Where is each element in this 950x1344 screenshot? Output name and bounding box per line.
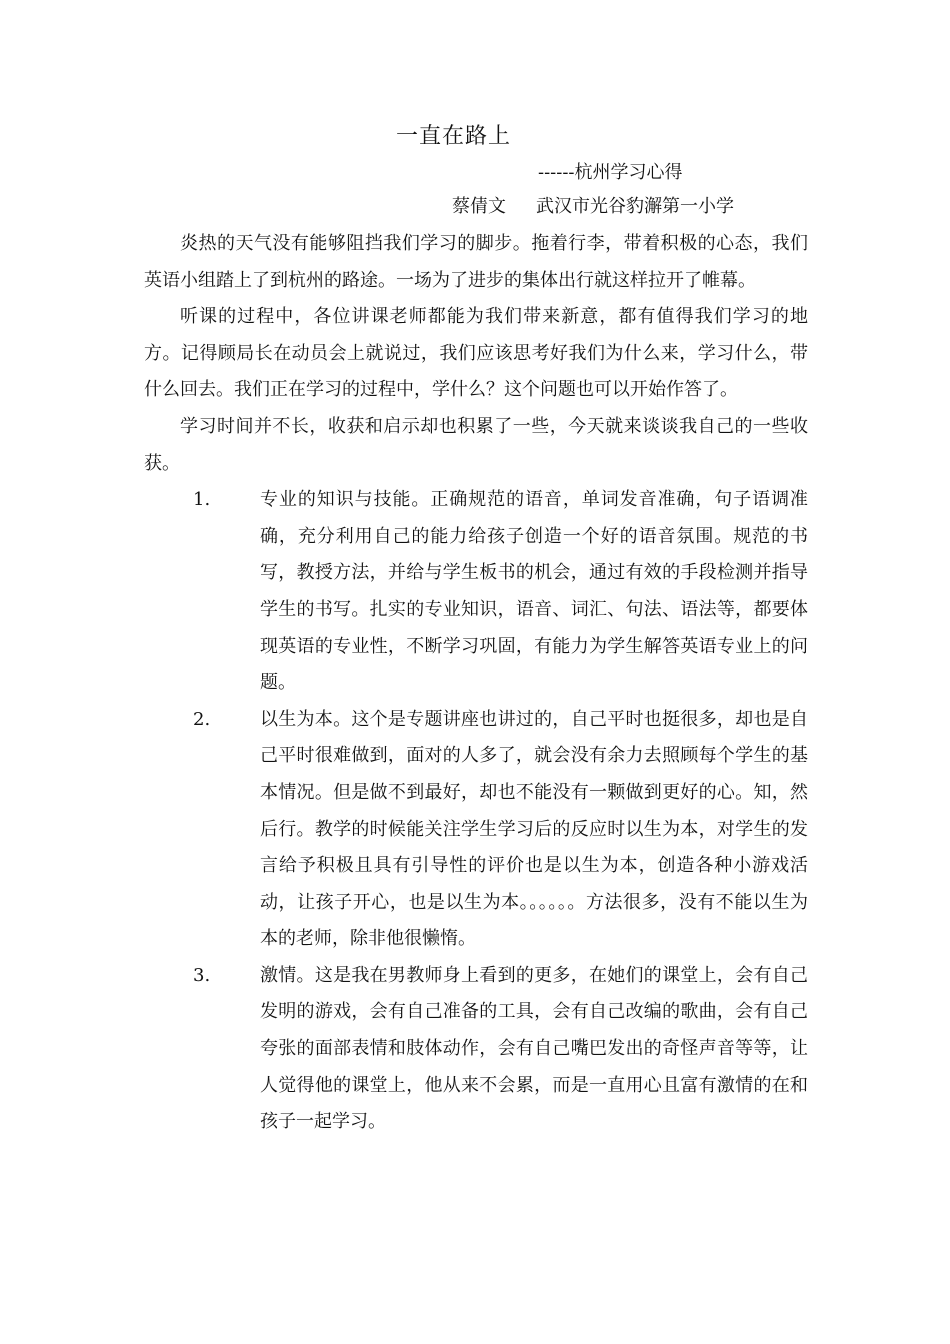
list-item-text: 以生为本。这个是专题讲座也讲过的，自己平时也挺很多，却也是自己平时很难做到，面对的人多了，就会没有余力去照顾每个学生的基本情况。但是做不到最好，却也不能没有一颗做到更好的心。知，然后行。教学的时候能关注学生学习后的反应时以生为本，对学生的发言给予积极且具有引导性的评价也是以生为本，创造各种小游戏活动，让孩子开心，也是以生为本。。。。。。方法很多，没有不能以生为本的老师，除非他很懒惰。 — [260, 708, 808, 950]
school-name: 武汉市光谷豹澥第一小学 — [536, 196, 734, 217]
paragraph: 听课的过程中，各位讲课老师都能为我们带来新意，都有值得我们学习的地方。记得顾局长在动员会上就说过，我们应该思考好我们为什么来，学习什么，带什么回去。我们正在学习的过程中，学什么？这个问题也可以开始作答了。 — [144, 306, 808, 401]
paragraph: 炎热的天气没有能够阻挡我们学习的脚步。拖着行李，带着积极的心态，我们英语小组踏上了到杭州的路途。一场为了进步的集体出行就这样拉开了帷幕。 — [144, 233, 808, 291]
list-item-text: 激情。这是我在男教师身上看到的更多，在她们的课堂上，会有自己发明的游戏，会有自己准备的工具，会有自己改编的歌曲，会有自己夸张的面部表情和肢体动作，会有自己嘴巴发出的奇怪声音等等，让人觉得他的课堂上，他从来不会累，而是一直用心且富有激情的在和孩子一起学习。 — [260, 964, 808, 1133]
list-item-text: 专业的知识与技能。正确规范的语音，单词发音准确，句子语调准确，充分利用自己的能力给孩子创造一个好的语音氛围。规范的书写，教授方法，并给与学生板书的机会，通过有效的手段检测并指导学生的书写。扎实的专业知识，语音、词汇、句法、语法等，都要体现英语的专业性，不断学习巩固，有能力为学生解答英语专业上的问题。 — [260, 489, 808, 694]
paragraph: 学习时间并不长，收获和启示却也积累了一些，今天就来谈谈我自己的一些收获。 — [144, 415, 808, 474]
list-item — [144, 482, 808, 702]
list-number: 2. — [193, 708, 211, 730]
list-item — [144, 702, 808, 958]
document-subtitle: ------杭州学习心得 — [538, 162, 683, 183]
author-name: 蔡倩文 — [452, 196, 506, 217]
list-number: 3. — [193, 964, 211, 986]
list-number: 1. — [193, 489, 211, 511]
document-title: 一直在路上 — [396, 124, 512, 149]
document-body — [144, 226, 808, 1141]
list-item — [144, 958, 808, 1141]
author-line — [452, 194, 734, 220]
